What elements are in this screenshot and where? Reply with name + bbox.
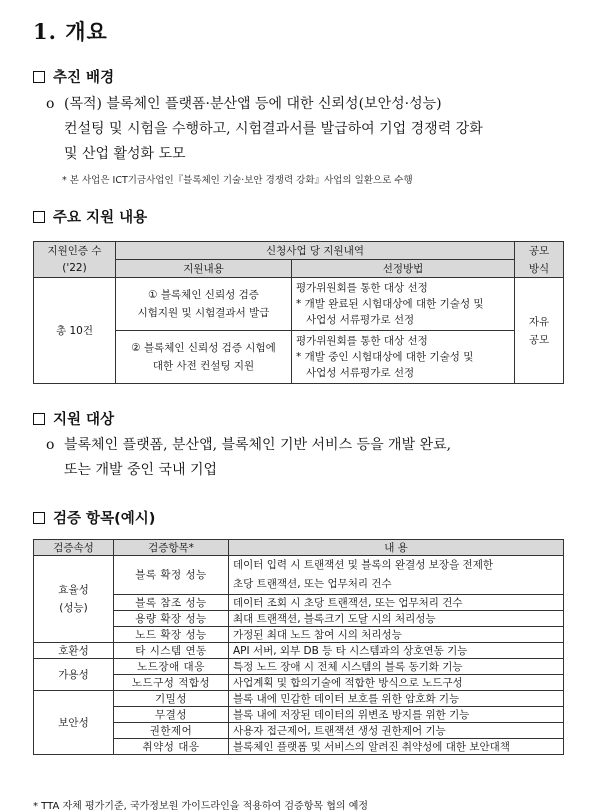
target-bullet: [46, 433, 566, 485]
header-attr: 검증속성: [34, 540, 114, 556]
desc-cell: 데이터 조회 시 초당 트랜잭션, 또는 업무처리 건수: [229, 595, 564, 611]
item-cell: 타 시스템 연동: [114, 643, 229, 659]
desc-cell: 최대 트랜잭션, 블록크기 도달 시의 처리성능: [229, 611, 564, 627]
item-cell: 취약성 대응: [114, 739, 229, 755]
row2-selection: 평가위원회를 통한 대상 선정 * 개발 중인 시험대상에 대한 기술성 및 사업성 서류평가로 선정: [292, 331, 515, 384]
desc-cell: 데이터 입력 시 트랜잭션 및 블록의 완결성 보장을 전제한 초당 트랜잭션, 또는 업무처리 건수: [229, 556, 564, 595]
checkbox-square-icon: [33, 413, 45, 425]
attr-compatibility: 호환성: [34, 643, 114, 659]
row1-selection: 평가위원회를 통한 대상 선정 * 개발 완료된 시험대상에 대한 기술성 및 사업성 서류평가로 선정: [292, 278, 515, 331]
desc-cell: 가정된 최대 노드 참여 시의 처리성능: [229, 627, 564, 643]
desc-cell: 블록체인 플랫폼 및 서비스의 알려진 취약성에 대한 보안대책: [229, 739, 564, 755]
desc-cell: 사업계획 및 합의기술에 적합한 방식으로 노드구성: [229, 675, 564, 691]
checkbox-square-icon: [33, 71, 45, 83]
item-cell: 기밀성: [114, 691, 229, 707]
item-cell: 노드구성 적합성: [114, 675, 229, 691]
header-method: 공모: [515, 242, 564, 260]
page-title: 1. 개요: [33, 19, 108, 44]
desc-cell: 블록 내에 저장된 데이터의 위변조 방지를 위한 기능: [229, 707, 564, 723]
method-cell: 자유 공모: [515, 278, 564, 384]
background-bullet: [46, 92, 566, 172]
row2-content: ② 블록체인 신뢰성 검증 시험에 대한 사전 컨설팅 지원: [116, 331, 292, 384]
header-content: 지원내용: [116, 260, 292, 278]
header-method-2: 방식: [515, 260, 564, 278]
checkbox-square-icon: [33, 211, 45, 223]
desc-cell: API 서버, 외부 DB 등 타 시스템과의 상호연동 기능: [229, 643, 564, 659]
item-cell: 노드 확장 성능: [114, 627, 229, 643]
attr-efficiency: 효율성 (성능): [34, 556, 114, 643]
verification-table: [33, 539, 564, 755]
item-cell: 용량 확장 성능: [114, 611, 229, 627]
target-line-2: 또는 개발 중인 국내 기업: [64, 462, 218, 478]
section-heading-support: 주요 지원 내용: [33, 206, 147, 227]
item-cell: 블록 확정 성능: [114, 556, 229, 595]
header-item: 검증항목*: [114, 540, 229, 556]
section-heading-background: 추진 배경: [33, 66, 114, 87]
desc-cell: 사용자 접근제어, 트랜잭션 생성 권한제어 기능: [229, 723, 564, 739]
attr-availability: 가용성: [34, 659, 114, 691]
desc-cell: 블록 내에 민감한 데이터 보호를 위한 암호화 기능: [229, 691, 564, 707]
bullet-circle-icon: ο: [46, 96, 55, 112]
section-heading-target: 지원 대상: [33, 408, 114, 429]
background-line-1: (목적) 블록체인 플랫폼·분산앱 등에 대한 신뢰성(보안성·성능): [64, 96, 442, 112]
item-cell: 노드장애 대응: [114, 659, 229, 675]
header-cert-year: ('22): [34, 260, 116, 278]
bullet-circle-icon: ο: [46, 437, 55, 453]
item-cell: 블록 참조 성능: [114, 595, 229, 611]
header-desc: 내 용: [229, 540, 564, 556]
checkbox-square-icon: [33, 512, 45, 524]
background-line-3: 및 산업 활성화 도모: [64, 146, 186, 162]
total-count: 총 10건: [34, 278, 116, 384]
item-cell: 권한제어: [114, 723, 229, 739]
attr-security: 보안성: [34, 691, 114, 755]
header-program: 신청사업 당 지원내역: [116, 242, 515, 260]
desc-cell: 특정 노드 장애 시 전체 시스템의 블록 동기화 기능: [229, 659, 564, 675]
header-cert-count: 지원인증 수: [34, 242, 116, 260]
background-line-2: 컨설팅 및 시험을 수행하고, 시험결과서를 발급하여 기업 경쟁력 강화: [64, 121, 483, 137]
footnote: * TTA 자체 평가기준, 국가정보원 가이드라인을 적용하여 검증항목 협의 예정: [33, 801, 369, 812]
support-table: [33, 241, 564, 384]
row1-content: ① 블록체인 신뢰성 검증 시험지원 및 시험결과서 발급: [116, 278, 292, 331]
background-note: * 본 사업은 ICT기금사업인『블록체인 기술·보안 경쟁력 강화』사업의 일환으로 수행: [62, 175, 413, 186]
target-line-1: 블록체인 플랫폼, 분산앱, 블록체인 기반 서비스 등을 개발 완료,: [64, 437, 452, 453]
item-cell: 무결성: [114, 707, 229, 723]
section-heading-items: 검증 항목(예시): [33, 507, 155, 528]
header-selection: 선정방법: [292, 260, 515, 278]
